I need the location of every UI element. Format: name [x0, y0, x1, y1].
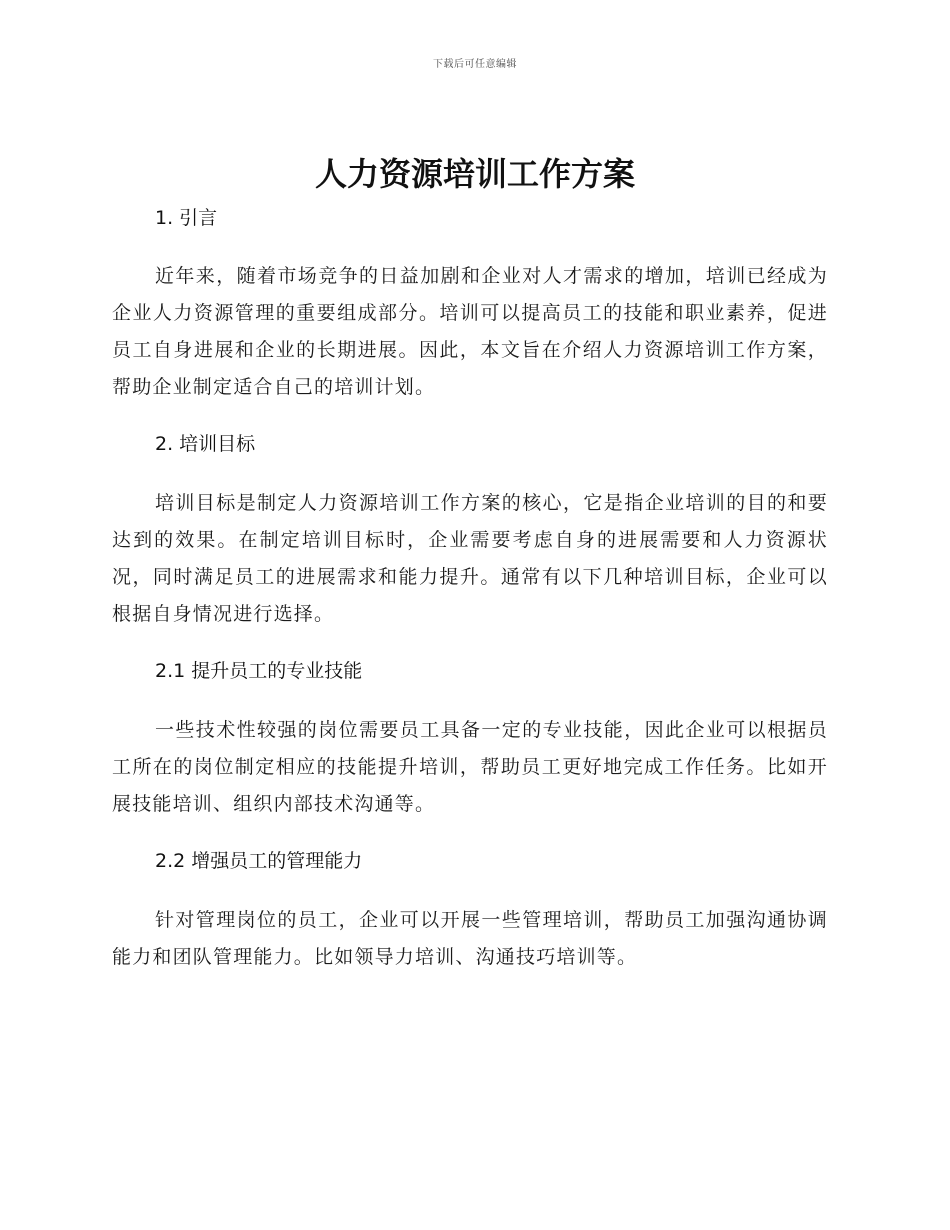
- section-heading-management-ability: 2.2 增强员工的管理能力: [155, 850, 363, 872]
- section-heading-training-goals: 2. 培训目标: [155, 433, 256, 455]
- section-heading-professional-skills: 2.1 提升员工的专业技能: [155, 660, 363, 682]
- document-title: 人力资源培训工作方案: [314, 155, 635, 193]
- section-paragraph-training-goals: 培训目标是制定人力资源培训工作方案的核心，它是指企业培训的目的和要达到的效果。在制定培训目标时，企业需要考虑自身的进展需要和人力资源状况，同时满足员工的进展需求和能力提升。通常有以下几种培训目标，企业可以根据自身情况进行选择。: [112, 492, 828, 625]
- section-paragraph-professional-skills: 一些技术性较强的岗位需要员工具备一定的专业技能，因此企业可以根据员工所在的岗位制定相应的技能提升培训，帮助员工更好地完成工作任务。比如开展技能培训、组织内部技术沟通等。: [112, 719, 828, 815]
- document-body: [112, 204, 828, 976]
- section-paragraph-introduction: 近年来，随着市场竞争的日益加剧和企业对人才需求的增加，培训已经成为企业人力资源管理的重要组成部分。培训可以提高员工的技能和职业素养，促进员工自身进展和企业的长期进展。因此，本文旨在介绍人力资源培训工作方案，帮助企业制定适合自己的培训计划。: [112, 265, 828, 398]
- page-header-note: 下载后可任意编辑: [433, 59, 517, 70]
- section-heading-introduction: 1. 引言: [155, 207, 218, 229]
- section-paragraph-management-ability: 针对管理岗位的员工，企业可以开展一些管理培训，帮助员工加强沟通协调能力和团队管理能力。比如领导力培训、沟通技巧培训等。: [112, 909, 828, 968]
